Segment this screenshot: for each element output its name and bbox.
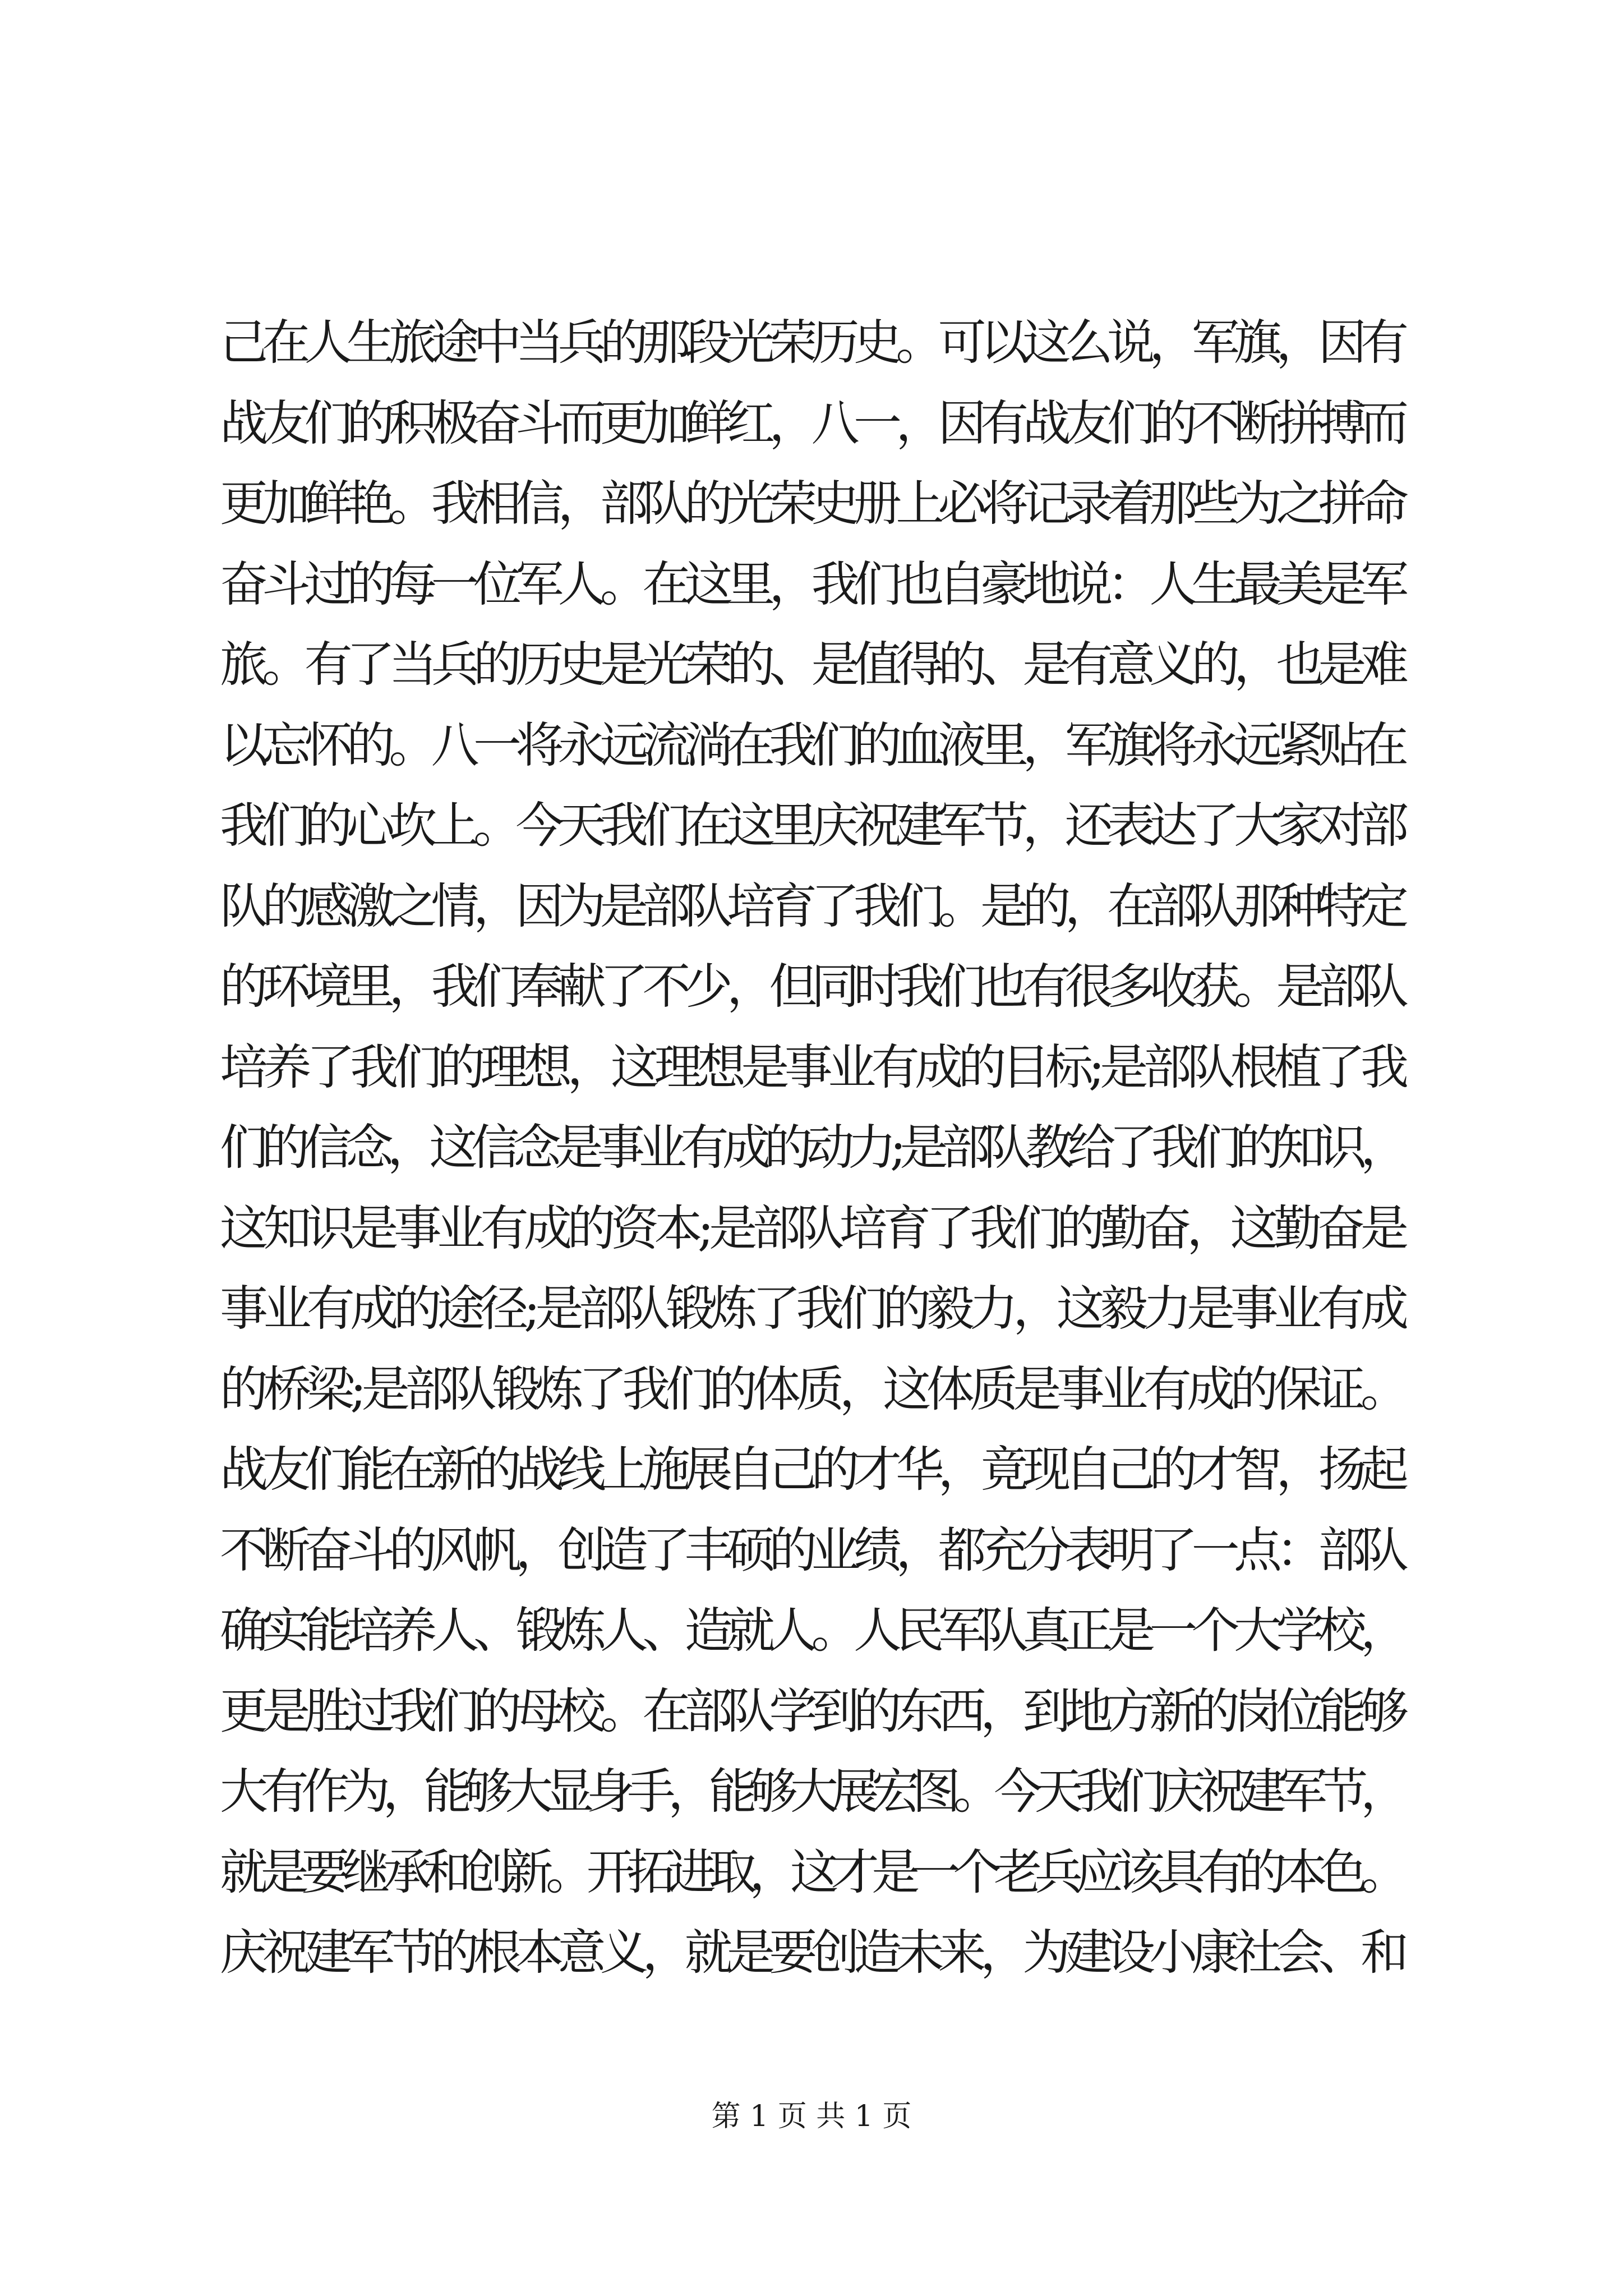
text-line-20: 就是要继承和创新。开拓进取，这才是一个老兵应该具有的本色。 (220, 1844, 1401, 1901)
text-line-3: 更加鲜艳。我相信，部队的光荣史册上必将记录着那些为之拼命 (220, 476, 1403, 532)
text-line-17: 确实能培养人、锻炼人、造就人。人民军队真正是一个大学校， (220, 1603, 1403, 1659)
text-line-18: 更是胜过我们的母校。在部队学到的东西，到地方新的岗位能够 (220, 1683, 1403, 1740)
text-line-11: 们的信念，这信念是事业有成的动力;是部队教给了我们的知识， (220, 1120, 1403, 1176)
body-paragraph (220, 303, 1409, 1994)
text-line-21: 庆祝建军节的根本意义，就是要创造未来，为建设小康社会、和 (220, 1925, 1403, 1981)
text-line-10: 培养了我们的理想，这理想是事业有成的目标;是部队根植了我 (220, 1039, 1404, 1096)
text-line-19: 大有作为，能够大显身手，能够大展宏图。今天我们庆祝建军节， (220, 1764, 1401, 1820)
text-line-1: 己在人生旅途中当兵的那段光荣历史。可以这么说，军旗，因有 (220, 315, 1403, 371)
text-line-9: 的环境里，我们奉献了不少，但同时我们也有很多收获。是部队 (220, 959, 1403, 1015)
page-number-label: 第 1 页 共 1 页 (711, 2100, 912, 2133)
text-line-14: 的桥梁;是部队锻炼了我们的体质，这体质是事业有成的保证。 (220, 1361, 1404, 1418)
text-line-5: 旅。有了当兵的历史是光荣的、是值得的、是有意义的，也是难 (220, 637, 1403, 693)
text-line-15: 战友们能在新的战线上施展自己的才华，竟现自己的才智，扬起 (220, 1442, 1403, 1498)
text-line-6: 以忘怀的。八一将永远流淌在我们的血液里，军旗将永远紧贴在 (220, 717, 1403, 774)
text-line-4: 奋斗过的每一位军人。在这里，我们也自豪地说：人生最美是军 (220, 556, 1403, 613)
text-line-13: 事业有成的途径;是部队锻炼了我们的毅力，这毅力是事业有成 (220, 1281, 1404, 1337)
page-footer (0, 2097, 1623, 2136)
text-line-16: 不断奋斗的风帆，创造了丰硕的业绩，都充分表明了一点：部队 (220, 1522, 1403, 1579)
text-line-12: 这知识是事业有成的资本;是部队培育了我们的勤奋，这勤奋是 (220, 1200, 1404, 1257)
text-line-7: 我们的心坎上。今天我们在这里庆祝建军节，还表达了大家对部 (220, 798, 1403, 854)
text-line-8: 队的感激之情，因为是部队培育了我们。是的，在部队那种特定 (220, 878, 1403, 935)
text-line-2: 战友们的积极奋斗而更加鲜红，八一，因有战友们的不断拼搏而 (220, 395, 1403, 452)
